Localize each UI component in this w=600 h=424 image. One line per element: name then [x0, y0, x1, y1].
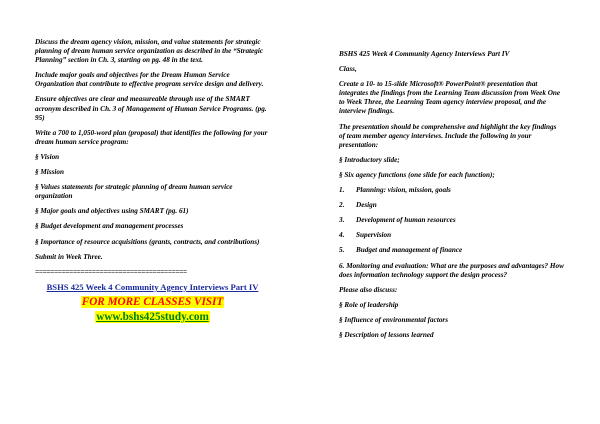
- item-number: 1.: [339, 186, 345, 195]
- list-item: § Description of lessons learned: [339, 330, 434, 339]
- item-text: Budget and management of finance: [356, 246, 463, 255]
- item-number: 2.: [339, 201, 345, 210]
- website-link[interactable]: [35, 310, 270, 323]
- item-number: 5.: [339, 246, 345, 255]
- please-discuss: Please also discuss:: [339, 285, 398, 294]
- list-item: § Importance of resource acquisitions (grants, contracts, and contributions): [35, 237, 260, 246]
- presentation-paragraph: The presentation should be comprehensive and highlight the key findings of team member agency interviews. Include the following in your presentation:: [339, 122, 557, 149]
- item-text: Supervision: [356, 231, 392, 240]
- list-item: § Six agency functions (one slide for each function);: [339, 170, 495, 179]
- list-item: § Mission: [35, 168, 64, 177]
- separator-line: ========================================: [35, 267, 187, 276]
- numbered-item: [339, 186, 564, 195]
- goals-paragraph: Include major goals and objectives for the Dream Human Service Organization that contribute to effective program service design and delivery.: [35, 71, 264, 89]
- numbered-item: [339, 216, 564, 225]
- monitoring-item: 6. Monitoring and evaluation: What are the purposes and advantages? How does information technology support the design process?: [339, 261, 564, 279]
- item-text: Development of human resources: [356, 216, 456, 225]
- intro-paragraph: Discuss the dream agency vision, mission, and value statements for strategic planning of dream human service organization as described in the “Strategic Planning” section in Ch. 3, starting on pg. 48 in the text.: [35, 38, 264, 65]
- website-text[interactable]: www.bshs425study.com: [96, 310, 209, 323]
- item-number: 3.: [339, 216, 345, 225]
- promo-text: FOR MORE CLASSES VISIT: [81, 295, 224, 308]
- item-text: Planning: vision, mission, goals: [356, 186, 451, 195]
- assignment-title: BSHS 425 Week 4 Community Agency Interviews Part IV: [339, 50, 510, 58]
- item-number: 4.: [339, 231, 345, 240]
- write-plan-paragraph: Write a 700 to 1,050-word plan (proposal) that identifies the following for your dream human service program:: [35, 128, 268, 146]
- list-item: § Influence of environmental factors: [339, 315, 449, 324]
- objectives-paragraph: Ensure objectives are clear and measureable through use of the SMART acronym described in Ch. 3 of Management of Human Service Programs. (pg. 95): [35, 95, 267, 122]
- list-item: § Vision: [35, 152, 60, 161]
- item-text: Design: [356, 201, 377, 210]
- numbered-item: [339, 246, 564, 255]
- list-item: § Budget development and management processes: [35, 222, 184, 231]
- list-item: § Role of leadership: [339, 300, 399, 309]
- list-item: § Values statements for strategic planning of dream human service organization: [35, 183, 233, 201]
- right-column: [339, 50, 564, 346]
- left-column: [35, 38, 270, 328]
- list-item: § Major goals and objectives using SMART (pg. 61): [35, 207, 189, 216]
- create-presentation-paragraph: Create a 10- to 15-slide Microsoft® PowerPoint® presentation that integrates the findings from the Learning Team discussion from Week One to Week Three, the Learning Team agency interview proposal, and the interview findings.: [339, 80, 561, 116]
- course-title-link[interactable]: BSHS 425 Week 4 Community Agency Interviews Part IV: [46, 281, 259, 292]
- numbered-item: [339, 231, 564, 240]
- submit-note: Submit in Week Three.: [35, 252, 103, 261]
- numbered-item: [339, 201, 564, 210]
- list-item: § Introductory slide;: [339, 155, 400, 164]
- greeting: Class,: [339, 65, 357, 74]
- promo-banner: [35, 295, 270, 308]
